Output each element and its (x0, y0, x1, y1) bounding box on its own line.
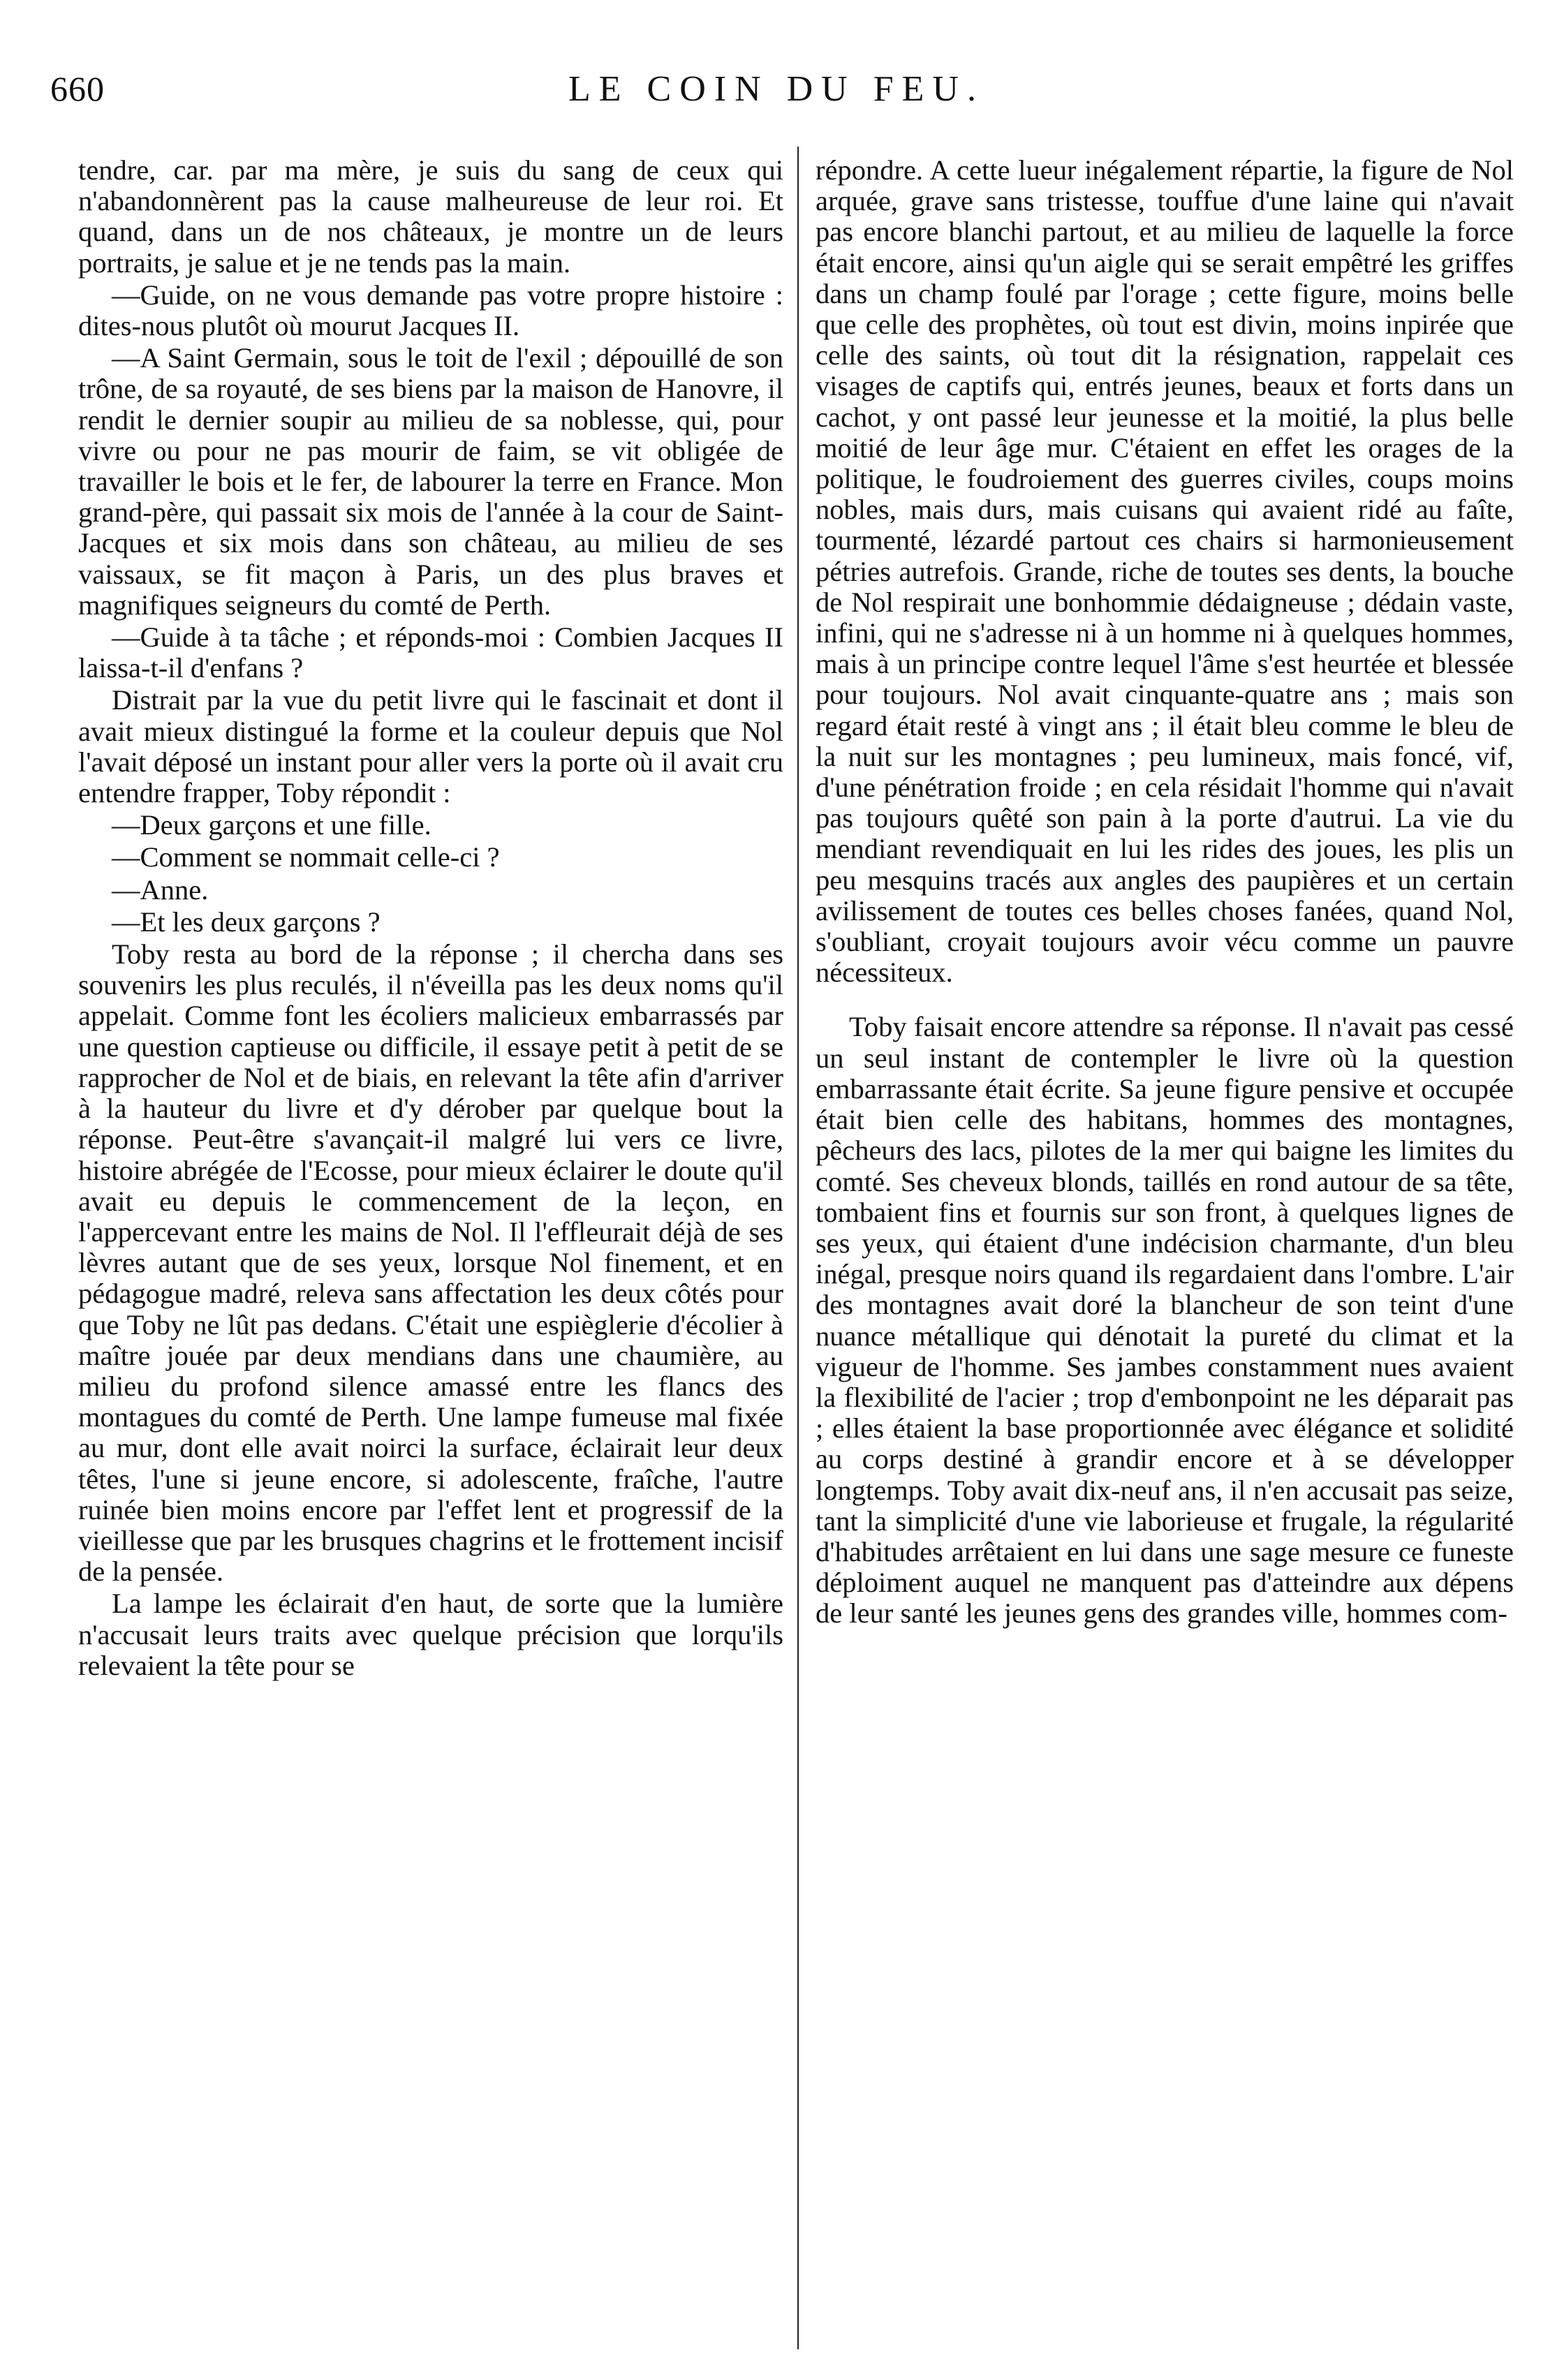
paragraph: —Guide, on ne vous demande pas votre propre histoire : dites-nous plutôt où mourut Jacques II. (78, 279, 783, 342)
right-column (816, 155, 1514, 1631)
dialogue-line: —Comment se nommait celle-ci ? (112, 841, 500, 873)
paragraph: —Guide à ta tâche ; et réponds-moi : Combien Jacques II laissa-t-il d'enfans ? (78, 621, 783, 684)
dialogue-line: —Deux garçons et une fille. (112, 809, 431, 841)
page-number: 660 (50, 69, 105, 108)
paragraph: répondre. A cette lueur inégalement répartie, la figure de Nol arquée, grave sans tristesse, touffue d'une laine qui n'avait pas encore blanchi partout, et au milieu de laquelle la force était encore, ainsi qu'un aigle qui se serait empêtré les griffes dans un champ foulé par l'orage ; cette figure, moins belle que celle des prophètes, où tout est divin, moins inpirée que celle des saints, où tout dit la résignation, rappelait ces visages de captifs qui, entrés jeunes, beaux et forts dans un cachot, y ont passé leur jeunesse et la moitié, la plus belle moitié de leur âge mur. C'étaient en effet les orages de la politique, le foudroiement des guerres civiles, coups moins nobles, mais durs, mais cuisans qui avaient ridé au faîte, tourmenté, lézardé partout ces chairs si harmonieusement pétries autrefois. Grande, riche de toutes ses dents, la bouche de Nol respirait une bonhommie dédaigneuse ; dédain vaste, infini, qui ne s'adresse ni à un homme ni à quelques hommes, mais à un principe contre lequel l'âme s'est heurtée et blessée pour toujours. Nol avait cinquante-quatre ans ; mais son regard était resté à vingt ans ; il était bleu comme le bleu de la nuit sur les montagnes ; peu lumineux, mais foncé, vif, d'une pénétration froide ; en cela résidait l'homme qui n'avait pas toujours quêté son pain à la porte d'autrui. La vie du mendiant revendiquait en lui les rides des joues, les plis un peu mesquins tracés aux angles des paupières et un certain avilissement de toutes ces belles choses fanées, quand Nol, s'oubliant, croyait toujours avoir vécu comme un pauvre nécessiteux. (816, 154, 1514, 989)
left-column (78, 155, 783, 1683)
page-header (50, 68, 1503, 124)
column-divider (797, 147, 799, 2349)
paragraph: Toby faisait encore attendre sa réponse. Il n'avait pas cessé un seul instant de contempler le livre où la question embarrassante était écrite. Sa jeune figure pensive et occupée était bien celle des habitans, hommes des montagnes, pêcheurs des lacs, pilotes de la mer qui baigne les limites du comté. Ses cheveux blonds, taillés en rond autour de sa tête, tombaient fins et fournis sur son front, à quelques lignes de ses yeux, qui étaient d'une indécision charmante, d'un bleu inégal, presque noirs quand ils regardaient dans l'ombre. L'air des montagnes avait doré la blancheur de son teint d'une nuance métallique qui dénotait la pureté du climat et la vigueur de l'homme. Ses jambes constamment nues avaient la flexibilité de l'acier ; trop d'embonpoint ne les déparait pas ; elles étaient la base proportionnée avec élégance et solidité au corps destiné à grandir encore et à se développer longtemps. Toby avait dix-neuf ans, il n'en accusait pas seize, tant la simplicité d'une vie laborieuse et frugale, la régularité d'habitudes arrêtaient en lui dans une sage mesure ce funeste déploiment auquel ne manquent pas d'atteindre aux dépens de leur santé les jeunes gens des grandes ville, hommes com- (816, 1011, 1514, 1629)
paragraph: La lampe les éclairait d'en haut, de sorte que la lumière n'accusait leurs traits avec quelque précision que lorqu'ils relevaient la tête pour se (78, 1588, 783, 1681)
dialogue-line: —Et les deux garçons ? (112, 906, 381, 938)
paragraph: Distrait par la vue du petit livre qui le fascinait et dont il avait mieux distingué la forme et la couleur depuis que Nol l'avait déposé un instant pour aller vers la porte où il avait cru entendre frapper, Toby répondit : (78, 684, 783, 809)
paragraph: Toby resta au bord de la réponse ; il chercha dans ses souvenirs les plus reculés, il n'éveilla pas les deux noms qu'il appelait. Comme font les écoliers malicieux embarrassés par une question captieuse ou difficile, il essaye petit à petit de se rapprocher de Nol et de biais, en relevant la tête afin d'arriver à la hauteur du livre et d'y dérober par quelque bout la réponse. Peut-être s'avançait-il malgré lui vers ce livre, histoire abrégée de l'Ecosse, pour mieux éclairer le doute qu'il avait eu depuis le commencement de la leçon, en l'appercevant entre les mains de Nol. Il l'effleurait déjà de ses lèvres autant que de ses yeux, lorsque Nol finement, et en pédagogue madré, releva sans affectation les deux côtés pour que Toby ne lût pas dedans. C'était une espièglerie d'écolier à maître jouée par deux mendians dans une chaumière, au milieu du profond silence amassé entre les flancs des montagues du comté de Perth. Une lampe fumeuse mal fixée au mur, dont elle avait noirci la surface, éclairait leur deux têtes, l'une si jeune encore, si adolescente, fraîche, l'autre ruinée bien moins encore par l'effet lent et progressif de la vieillesse que par les brusques chagrins et le frottement incisif de la pensée. (78, 938, 783, 1588)
dialogue-line: —Anne. (112, 873, 209, 906)
running-title: LE COIN DU FEU. (568, 69, 984, 109)
paragraph: —A Saint Germain, sous le toit de l'exil ; dépouillé de son trône, de sa royauté, de ses biens par la maison de Hanovre, il rendit le dernier soupir au milieu de sa noblesse, qui, pour vivre ou pour ne pas mourir de faim, se vit obligée de travailler le bois et le fer, de labourer la terre en France. Mon grand-père, qui passait six mois de l'année à la cour de Saint-Jacques et six mois dans son château, au milieu de ses vaissaux, se fit maçon à Paris, un des plus braves et magnifiques seigneurs du comté de Perth. (78, 342, 783, 621)
paragraph: tendre, car. par ma mère, je suis du sang de ceux qui n'abandonnèrent pas la cause malheureuse de leur roi. Et quand, dans un de nos châteaux, je montre un de leurs portraits, je salue et je ne tends pas la main. (78, 154, 783, 279)
